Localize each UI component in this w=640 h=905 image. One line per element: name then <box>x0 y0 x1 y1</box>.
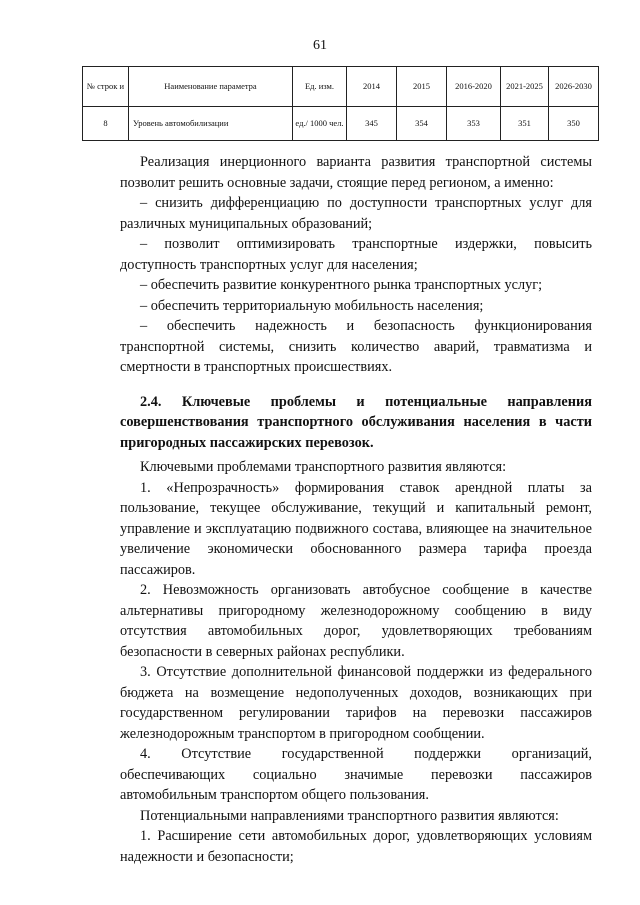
table-row <box>83 107 599 141</box>
header-row-number: № строк и <box>83 67 129 107</box>
body-text <box>120 152 592 867</box>
list-item: – обеспечить развитие конкурентного рынка транспортных услуг; <box>140 277 543 293</box>
parameter-table <box>82 66 599 141</box>
header-2016-2020: 2016-2020 <box>447 67 501 107</box>
paragraph: Ключевыми проблемами транспортного развития являются: <box>140 459 507 475</box>
header-unit: Ед. изм. <box>293 67 347 107</box>
paragraph: Потенциальными направлениями транспортного развития являются: <box>140 807 559 824</box>
cell-2015: 354 <box>397 107 447 141</box>
paragraph: Реализация инерционного варианта развития транспортной системы позволит решить основные задачи, стоящие перед регионом, а именно: <box>120 154 592 191</box>
table-header-row <box>83 67 599 107</box>
list-item: – снизить дифференциацию по доступности транспортных услуг для различных муниципальных образований; <box>120 195 592 232</box>
list-item: 3. Отсутствие дополнительной финансовой поддержки из федерального бюджета на возмещение недополученных доходов, возникающих при государственном регулировании тарифов на перевозки пассажиров железнодорожным транспортом в пригородном сообщении. <box>120 664 592 742</box>
header-2026-2030: 2026-2030 <box>549 67 599 107</box>
list-item: 1. «Непрозрачность» формирования ставок арендной платы за пользование, текущее обслуживание, текущий и капитальный ремонт, управление и эксплуатацию подвижного состава, влияющее на значительное увеличение экономически обоснованного размера тарифа проезда пассажиров. <box>120 479 592 578</box>
cell-2026-2030: 350 <box>549 107 599 141</box>
list-item: 1. Расширение сети автомобильных дорог, удовлетворяющих условиям надежности и безопасности; <box>120 828 592 865</box>
header-2021-2025: 2021-2025 <box>501 67 549 107</box>
list-item: – обеспечить территориальную мобильность населения; <box>140 297 484 314</box>
cell-row-number: 8 <box>83 107 129 141</box>
cell-parameter-name: Уровень автомобилизации <box>129 107 293 141</box>
header-2014: 2014 <box>347 67 397 107</box>
cell-unit: ед./ 1000 чел. <box>293 107 347 141</box>
cell-2016-2020: 353 <box>447 107 501 141</box>
cell-2021-2025: 351 <box>501 107 549 141</box>
list-item: – позволит оптимизировать транспортные издержки, повысить доступность транспортных услуг для населения; <box>120 236 592 273</box>
list-item: 4. Отсутствие государственной поддержки организаций, обеспечивающих социально значимые перевозки пассажиров автомобильным транспортом общего пользования. <box>120 746 592 803</box>
list-item: 2. Невозможность организовать автобусное сообщение в качестве альтернативы пригородному железнодорожному сообщению в виду отсутствия автомобильных дорог, удовлетворяющих требованиям безопасности в северных районах республики. <box>120 582 592 660</box>
section-heading: 2.4. Ключевые проблемы и потенциальные направления совершенствования транспортного обслуживания населения в части пригородных пассажирских перевозок. <box>120 393 592 451</box>
cell-2014: 345 <box>347 107 397 141</box>
list-item: – обеспечить надежность и безопасность функционирования транспортной системы, снизить количество аварий, травматизма и смертности в транспортных происшествиях. <box>120 318 592 375</box>
header-2015: 2015 <box>397 67 447 107</box>
page-number: 61 <box>313 38 327 53</box>
header-parameter-name: Наименование параметра <box>129 67 293 107</box>
